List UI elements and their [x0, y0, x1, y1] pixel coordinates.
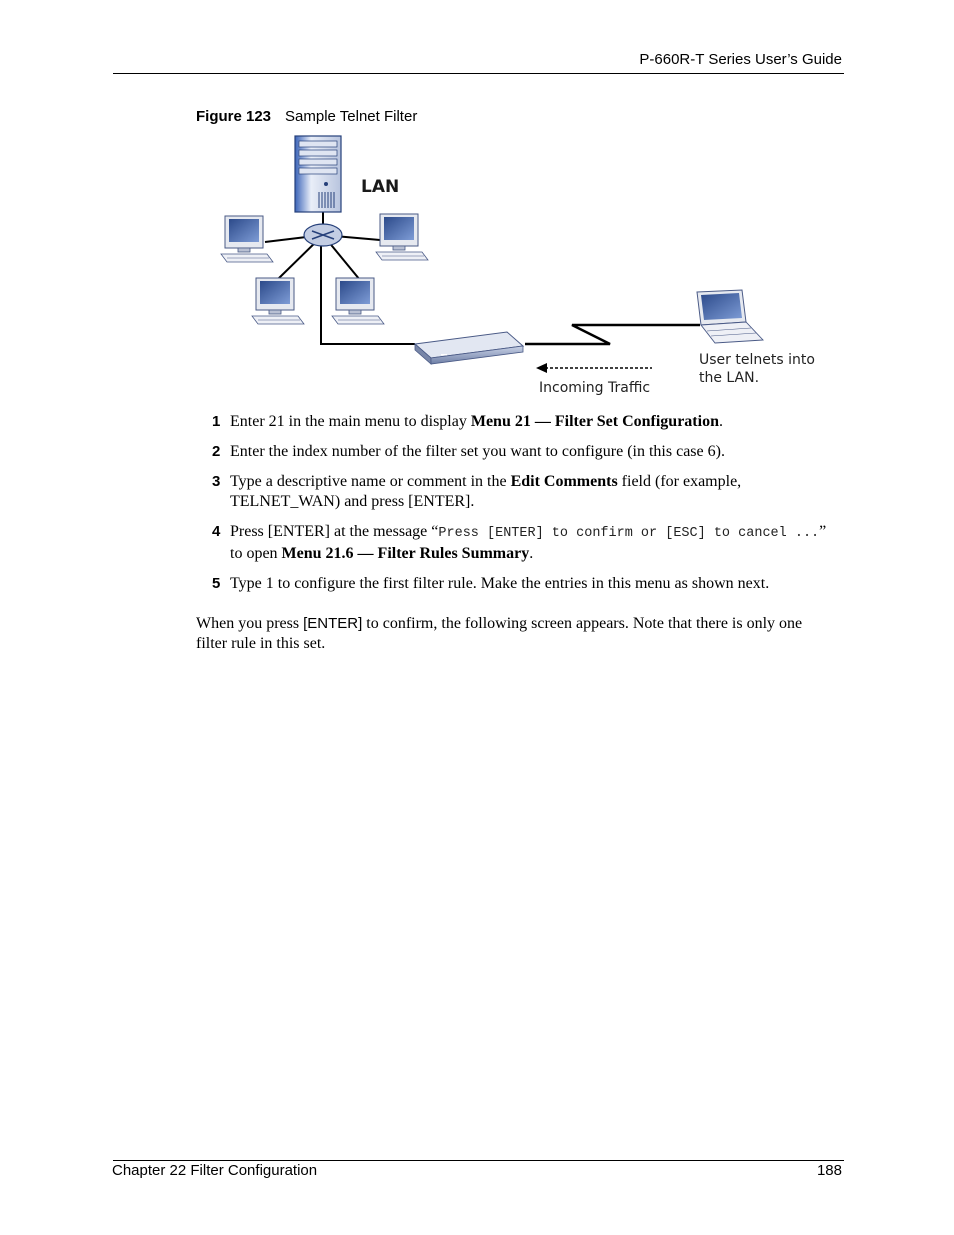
body-paragraph [196, 614, 836, 654]
wan-link [525, 325, 700, 344]
figure-number: Figure 123 [196, 108, 272, 125]
lan-label: LAN [361, 177, 400, 197]
field-name: Edit Comments [510, 473, 618, 490]
header-title: P-660R-T Series User’s Guide [639, 51, 842, 68]
step-list [212, 412, 832, 604]
step-number: 3 [212, 473, 221, 490]
figure-caption [196, 108, 417, 125]
step-number: 1 [212, 413, 221, 430]
server-icon [295, 136, 341, 212]
footer-rule [113, 1160, 844, 1161]
computer-icon [221, 216, 273, 262]
console-message: Press [ENTER] to confirm or [ESC] to cancel ... [438, 526, 820, 541]
step-text: . [718, 413, 723, 430]
user-label-line2: the LAN. [699, 370, 760, 386]
incoming-arrow [536, 363, 652, 373]
hub-icon [304, 224, 342, 246]
step-text: Type 1 to configure the first filter rule. Make the entries in this menu as shown next. [230, 575, 770, 592]
step-number: 2 [212, 443, 221, 460]
computer-icon [376, 214, 428, 260]
step-text: Type a descriptive name or comment in the [230, 473, 511, 490]
step-text: Press [ENTER] at the message “ [230, 523, 439, 540]
step-text: . [529, 545, 534, 562]
paragraph-text: When you press [196, 615, 304, 632]
paragraph-text: to confirm, the following screen appears. Note that there is only one filter rule in this set. [196, 615, 803, 652]
figure-title: Sample Telnet Filter [285, 108, 418, 125]
computer-icon [252, 278, 304, 324]
list-item [212, 442, 832, 462]
header-rule [113, 73, 844, 74]
list-item [212, 472, 832, 512]
step-text: field (for example, TELNET_WAN) and press [ENTER]. [230, 473, 742, 510]
step-text: Enter 21 in the main menu to display [230, 413, 471, 430]
footer-chapter: Chapter 22 Filter Configuration [112, 1162, 318, 1179]
step-text: ” to open [230, 523, 827, 562]
step-text: Enter the index number of the filter set you want to configure (in this case 6). [230, 443, 725, 460]
incoming-traffic-label: Incoming Traffic [539, 380, 651, 396]
key-name: [ENTER] [303, 615, 363, 632]
user-label-line1: User telnets into [699, 352, 815, 368]
step-number: 5 [212, 575, 221, 592]
step-number: 4 [212, 523, 221, 540]
list-item [212, 574, 832, 594]
menu-name: Menu 21 — Filter Set Configuration [470, 413, 719, 430]
list-item [212, 522, 832, 564]
network-diagram [215, 132, 825, 402]
laptop-icon [697, 290, 763, 343]
menu-name: Menu 21.6 — Filter Rules Summary [281, 545, 530, 562]
router-icon [415, 332, 523, 364]
computer-icon [332, 278, 384, 324]
page-number: 188 [816, 1162, 842, 1179]
list-item [212, 412, 832, 432]
